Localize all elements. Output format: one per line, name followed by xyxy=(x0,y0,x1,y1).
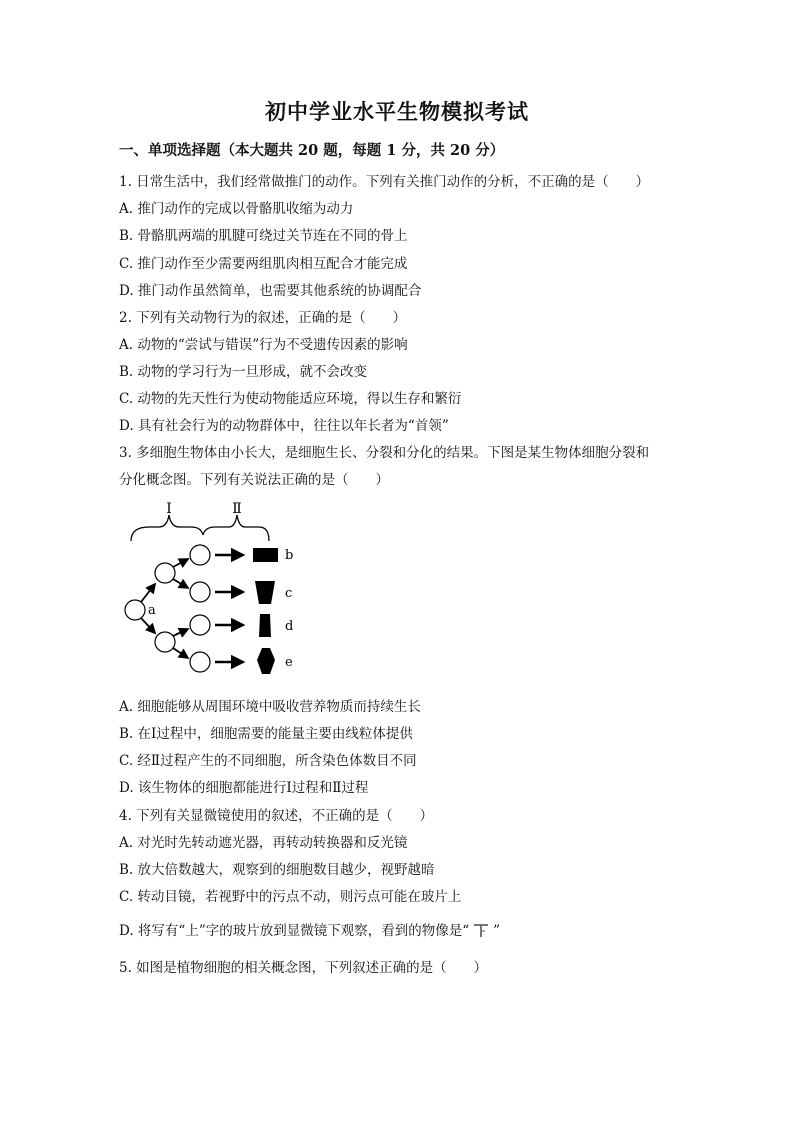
question-4-stem: 4. 下列有关显微镜使用的叙述，不正确的是（ ） xyxy=(119,808,434,824)
question-4-option-a: A. 对光时先转动遮光器，再转动转换器和反光镜 xyxy=(119,835,408,851)
cell-e-label: e xyxy=(285,655,293,670)
question-3-option-b: B. 在Ⅰ过程中，细胞需要的能量主要由线粒体提供 xyxy=(119,726,413,742)
cell-b-label: b xyxy=(285,548,294,563)
cell-c-label: c xyxy=(285,586,293,601)
arrow-up-2 xyxy=(173,579,188,588)
cell-3 xyxy=(190,615,210,635)
cell-lower-mid xyxy=(155,632,175,652)
question-3-option-a: A. 细胞能够从周围环境中吸收营养物质而持续生长 xyxy=(119,699,421,715)
question-3-stem-line-2: 分化概念图。下列有关说法正确的是（ ） xyxy=(119,472,389,488)
question-4-option-c: C. 转动目镜，若视野中的污点不动，则污点可能在玻片上 xyxy=(119,889,462,905)
cell-e-shape xyxy=(257,648,275,674)
cell-d-shape xyxy=(259,614,271,637)
section-heading: 一、单项选择题（本大题共 20 题，每题 1 分，共 20 分） xyxy=(119,142,505,159)
question-2-option-d: D. 具有社会行为的动物群体中，往往以年长者为“首领” xyxy=(119,418,449,434)
arrow-up-1 xyxy=(173,559,188,567)
cell-c-shape xyxy=(255,581,275,604)
question-1-option-c: C. 推门动作至少需要两组肌肉相互配合才能完成 xyxy=(119,256,408,272)
question-1-stem: 1. 日常生活中，我们经常做推门的动作。下列有关推门动作的分析，不正确的是（ ） xyxy=(119,174,650,190)
question-3-stem-line-1: 3. 多细胞生物体由小长大，是细胞生长、分裂和分化的结果。下图是某生物体细胞分裂和 xyxy=(119,445,650,461)
stage-2-bracket xyxy=(203,515,269,541)
question-5-stem: 5. 如图是植物细胞的相关概念图，下列叙述正确的是（ ） xyxy=(119,960,488,976)
question-3-option-d: D. 该生物体的细胞都能进行Ⅰ过程和Ⅱ过程 xyxy=(119,780,369,796)
cell-a xyxy=(125,600,145,620)
arrow-a-up xyxy=(141,584,155,602)
cell-2 xyxy=(190,582,210,602)
cell-d-label: d xyxy=(285,619,294,634)
cell-upper-mid xyxy=(155,563,175,583)
question-2-option-a: A. 动物的“尝试与错误”行为不受遗传因素的影响 xyxy=(119,337,408,353)
stage-1-label: Ⅰ xyxy=(166,501,172,517)
page-title: 初中学业水平生物模拟考试 xyxy=(265,99,529,124)
stage-1-bracket xyxy=(131,515,203,541)
question-2-option-c: C. 动物的先天性行为使动物能适应环境，得以生存和繁衍 xyxy=(119,391,462,407)
arrow-down-2 xyxy=(173,648,188,658)
cell-a-label: a xyxy=(148,603,156,618)
question-1-option-a: A. 推门动作的完成以骨骼肌收缩为动力 xyxy=(119,201,354,217)
question-2-stem: 2. 下列有关动物行为的叙述，正确的是（ ） xyxy=(119,310,407,326)
question-2-option-b: B. 动物的学习行为一旦形成，就不会改变 xyxy=(119,364,368,380)
question-1-option-b: B. 骨骼肌两端的肌腱可绕过关节连在不同的骨上 xyxy=(119,228,408,244)
cell-4 xyxy=(190,652,210,672)
cell-division-differentiation-diagram xyxy=(119,493,319,683)
cell-b-shape xyxy=(253,548,278,562)
inverted-character-image xyxy=(471,922,491,938)
cell-1 xyxy=(190,545,210,565)
stage-2-label: Ⅱ xyxy=(232,501,242,517)
question-1-option-d: D. 推门动作虽然简单，也需要其他系统的协调配合 xyxy=(119,283,422,299)
question-4-option-b: B. 放大倍数越大，观察到的细胞数目越少，视野越暗 xyxy=(119,862,435,878)
question-4-option-d-text: D. 将写有“上”字的玻片放到显微镜下观察，看到的物像是“ xyxy=(119,923,470,939)
arrow-a-down xyxy=(141,618,155,633)
arrow-down-1 xyxy=(173,629,188,636)
question-3-option-c: C. 经Ⅱ过程产生的不同细胞，所含染色体数目不同 xyxy=(119,753,417,769)
question-4-option-d-quote-close: ” xyxy=(493,923,501,939)
question-4-option-d xyxy=(119,919,500,939)
